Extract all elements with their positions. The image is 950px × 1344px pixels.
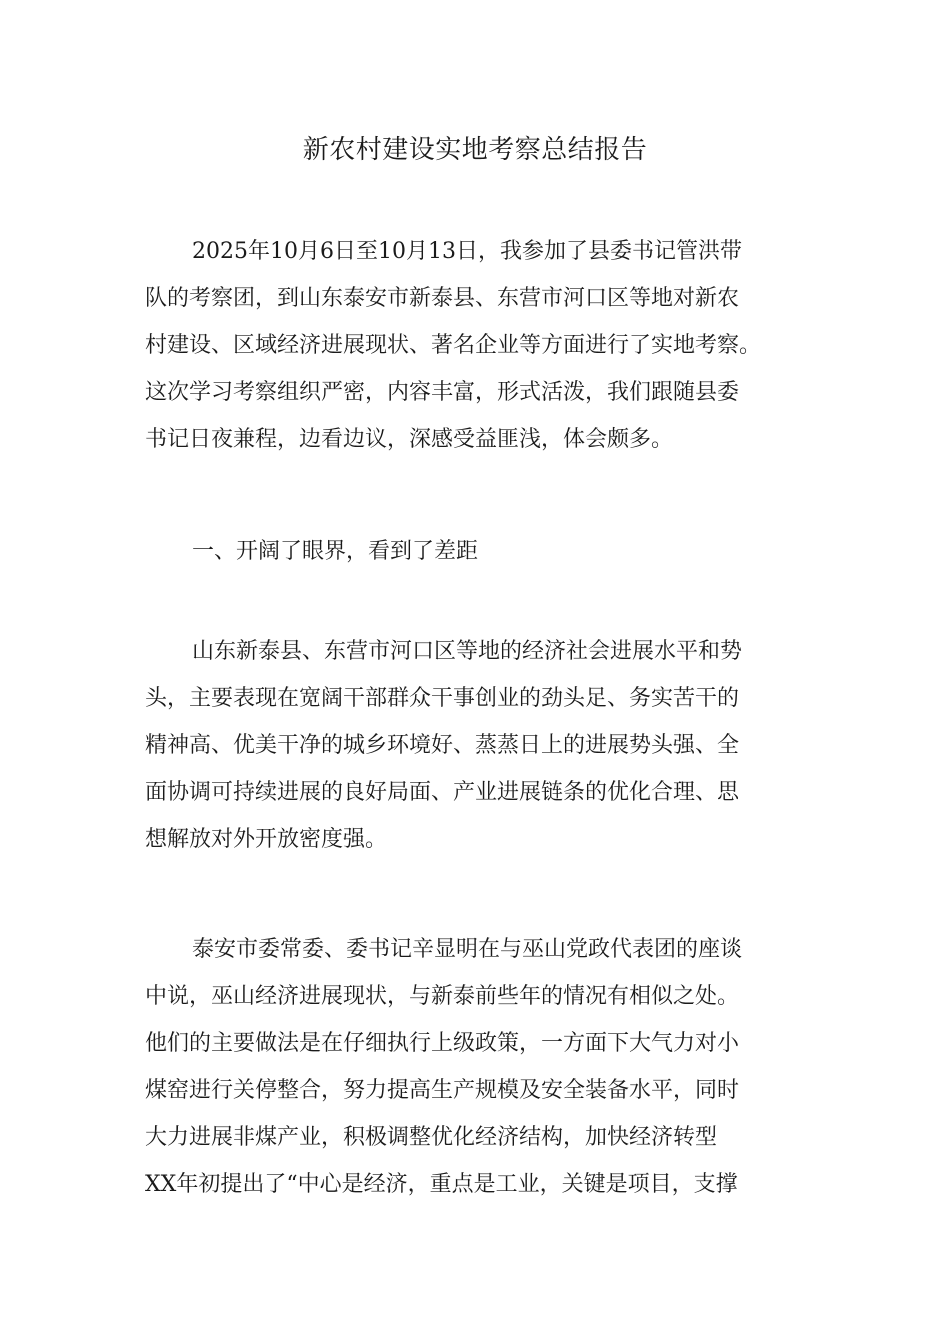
- paragraph-intro: [145, 228, 813, 463]
- paragraph-line: 面协调可持续进展的良好局面、产业进展链条的优化合理、思: [145, 780, 740, 805]
- paragraph-line: 想解放对外开放密度强。: [145, 827, 388, 852]
- paragraph-line: XX年初提出了“中心是经济，重点是工业，关键是项目，支撑: [145, 1172, 738, 1197]
- paragraph-line: 中说，巫山经济进展现状，与新泰前些年的情况有相似之处。: [145, 984, 740, 1009]
- paragraph-line: 队的考察团，到山东泰安市新泰县、东营市河口区等地对新农: [145, 286, 740, 311]
- paragraph-section-1: [145, 628, 813, 863]
- paragraph-line: 他们的主要做法是在仔细执行上级政策，一方面下大气力对小: [145, 1031, 740, 1056]
- paragraph-line: 精神高、优美干净的城乡环境好、蒸蒸日上的进展势头强、全: [145, 733, 740, 758]
- paragraph-section-2: [145, 926, 813, 1208]
- paragraph-line: 这次学习考察组织严密，内容丰富，形式活泼，我们跟随县委: [145, 380, 740, 405]
- paragraph-line: 2025年10月6日至10月13日，我参加了县委书记管洪带: [192, 239, 742, 264]
- section-heading: [145, 528, 813, 575]
- paragraph-line: 头，主要表现在宽阔干部群众干事创业的劲头足、务实苦干的: [145, 686, 740, 711]
- section-heading-text: 一、开阔了眼界，看到了差距: [192, 539, 479, 564]
- paragraph-line: 煤窑进行关停整合，努力提高生产规模及安全装备水平，同时: [145, 1078, 740, 1103]
- paragraph-line: 大力进展非煤产业，积极调整优化经济结构，加快经济转型: [145, 1125, 718, 1150]
- paragraph-line: 书记日夜兼程，边看边议，深感受益匪浅，体会颇多。: [145, 427, 674, 452]
- paragraph-line: 泰安市委常委、委书记辛显明在与巫山党政代表团的座谈: [192, 937, 743, 962]
- paragraph-line: 村建设、区域经济进展现状、著名企业等方面进行了实地考察。: [145, 333, 762, 358]
- paragraph-line: 山东新泰县、东营市河口区等地的经济社会进展水平和势: [192, 639, 743, 664]
- document-title: 新农村建设实地考察总结报告: [302, 135, 648, 165]
